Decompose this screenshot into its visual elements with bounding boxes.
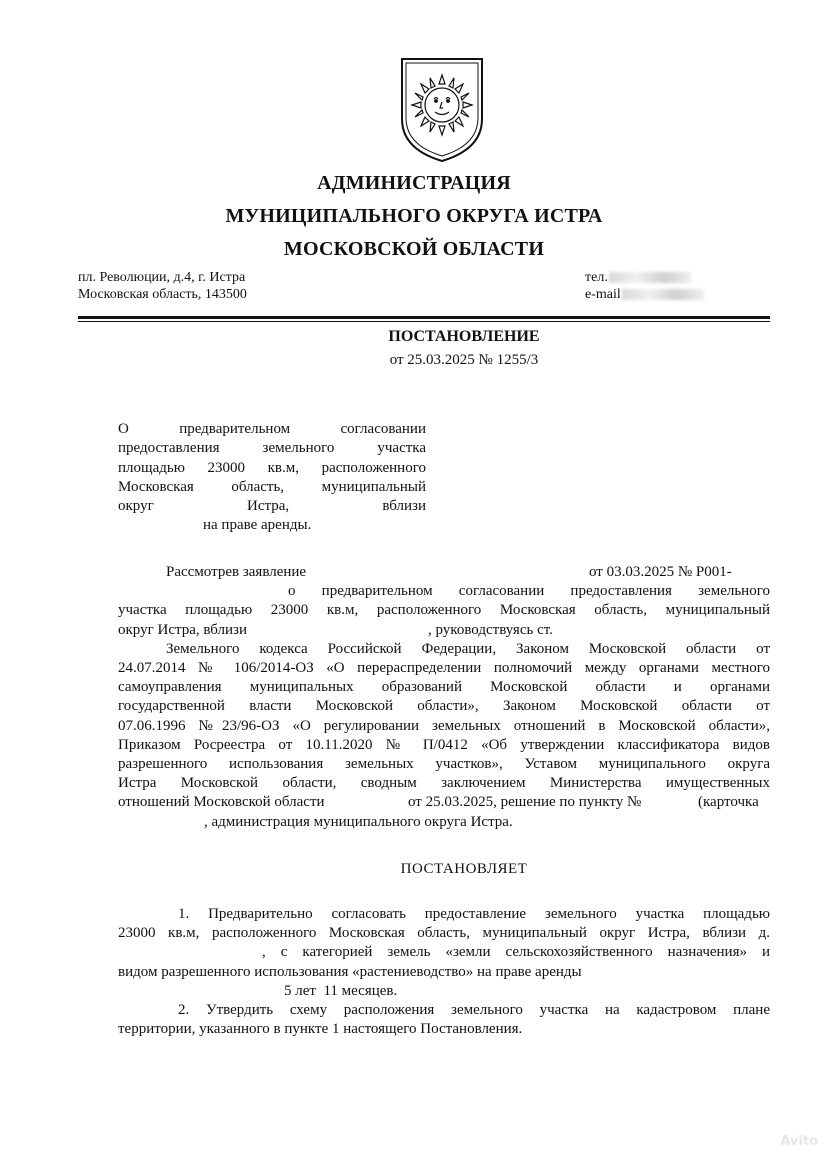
item-1-line <box>118 905 770 924</box>
preamble-line: самоуправления муниципальных образований Московской области и органами <box>118 679 770 696</box>
email-redacted <box>622 289 704 300</box>
resolution-items <box>118 905 770 1039</box>
avito-watermark: Avito <box>780 1134 818 1149</box>
subject-line: О предварительном согласовании <box>118 421 426 437</box>
preamble-line <box>118 793 770 812</box>
preamble-line: 07.06.1996 №23/96-ОЗ «О регулировании земельных отношений в Московской области», <box>118 717 770 734</box>
item-1-line <box>118 982 770 1001</box>
preamble-line <box>118 813 770 832</box>
address-line-region: Московская область, 143500 <box>78 287 247 302</box>
subject-line: предоставления земельного участка <box>118 440 426 457</box>
subject-line: площадью 23000 кв.м, расположенного <box>118 459 426 476</box>
preamble-text: от 25.03.2025, решение по пункту № <box>408 794 642 811</box>
item-text: 1. Предварительно согласовать предоставление земельного участка площадью <box>178 906 770 922</box>
item-1-line: видом разрешенного использования «растениеводство» на праве аренды <box>118 963 582 980</box>
preamble-line: Истра Московской области, сводным заключением Министерства имущественных <box>118 775 770 792</box>
item-text: 2. Утвердить схему расположения земельного участка на кадастровом плане <box>178 1001 770 1018</box>
preamble-text: от 03.03.2025 № Р001- <box>589 564 732 580</box>
item-text: , с категорией земель «земли сельскохозяйственного назначения» и <box>262 944 770 961</box>
email-prefix: e-mail <box>585 287 621 302</box>
subject-block <box>118 420 426 536</box>
preamble-line: государственной власти Московской области», Законом Московской области от <box>118 698 770 715</box>
subject-line: Московская область, муниципальный <box>118 478 426 495</box>
document-date-number: от 25.03.2025 № 1255/3 <box>389 352 539 368</box>
header-line-district: МУНИЦИПАЛЬНОГО ОКРУГА ИСТРА <box>225 205 603 227</box>
phone-redacted <box>609 272 691 283</box>
preamble-text: округ Истра, вблизи <box>118 621 247 638</box>
address-block <box>78 269 247 303</box>
contacts-block <box>585 269 704 303</box>
item-2-line: территории, указанного в пункте 1 настоящего Постановления. <box>118 1021 523 1038</box>
preamble-line <box>118 640 770 659</box>
preamble-text: Рассмотрев заявление <box>166 564 307 580</box>
preamble-line: участка площадью 23000 кв.м, расположенного Московская область, муниципальный <box>118 602 770 619</box>
item-1-line <box>118 943 770 962</box>
preamble-paragraph <box>118 563 770 832</box>
preamble-text: Земельного кодекса Российской Федерации, Законом Московской области от <box>166 640 770 657</box>
subject-line: округ Истра, вблизи <box>118 498 426 515</box>
header-divider-thin <box>78 321 770 322</box>
header-line-administration: АДМИНИСТРАЦИЯ <box>317 172 511 194</box>
resolves-heading: ПОСТАНОВЛЯЕТ <box>400 861 528 877</box>
phone-prefix: тел. <box>585 270 608 285</box>
item-2-line <box>118 1001 770 1020</box>
item-1-line: 23000 кв.м, расположенного Московская область, муниципальный округ Истра, вблизи д. <box>118 925 770 942</box>
preamble-line <box>118 621 770 640</box>
preamble-text: , руководствуясь ст. <box>428 621 553 638</box>
preamble-line: разрешенного использования земельных участков», Уставом муниципального округа <box>118 755 770 772</box>
subject-line: на праве аренды. <box>203 517 312 534</box>
preamble-line: Приказом Росреестра от 10.11.2020 № П/0412 «Об утверждении классификатора видов <box>118 736 770 753</box>
preamble-line <box>118 582 770 601</box>
preamble-text: о предварительном согласовании предоставления земельного <box>288 583 770 600</box>
preamble-text: (карточка <box>698 794 759 811</box>
phone-line <box>585 269 704 286</box>
item-text: 5 лет 11 месяцев. <box>284 982 398 999</box>
header-line-region: МОСКОВСКОЙ ОБЛАСТИ <box>283 238 545 260</box>
document-type: ПОСТАНОВЛЕНИЕ <box>388 328 540 345</box>
header-divider-thick <box>78 316 770 319</box>
preamble-text: отношений Московской области <box>118 794 325 811</box>
address-line-street: пл. Революции, д.4, г. Истра <box>78 270 246 285</box>
preamble-line <box>118 563 770 582</box>
preamble-line: 24.07.2014 № 106/2014-ОЗ «О перераспределении полномочий между органами местного <box>118 659 770 676</box>
coat-of-arms-emblem <box>396 53 488 165</box>
preamble-text: , администрация муниципального округа Истра. <box>204 813 513 830</box>
email-line <box>585 286 704 303</box>
